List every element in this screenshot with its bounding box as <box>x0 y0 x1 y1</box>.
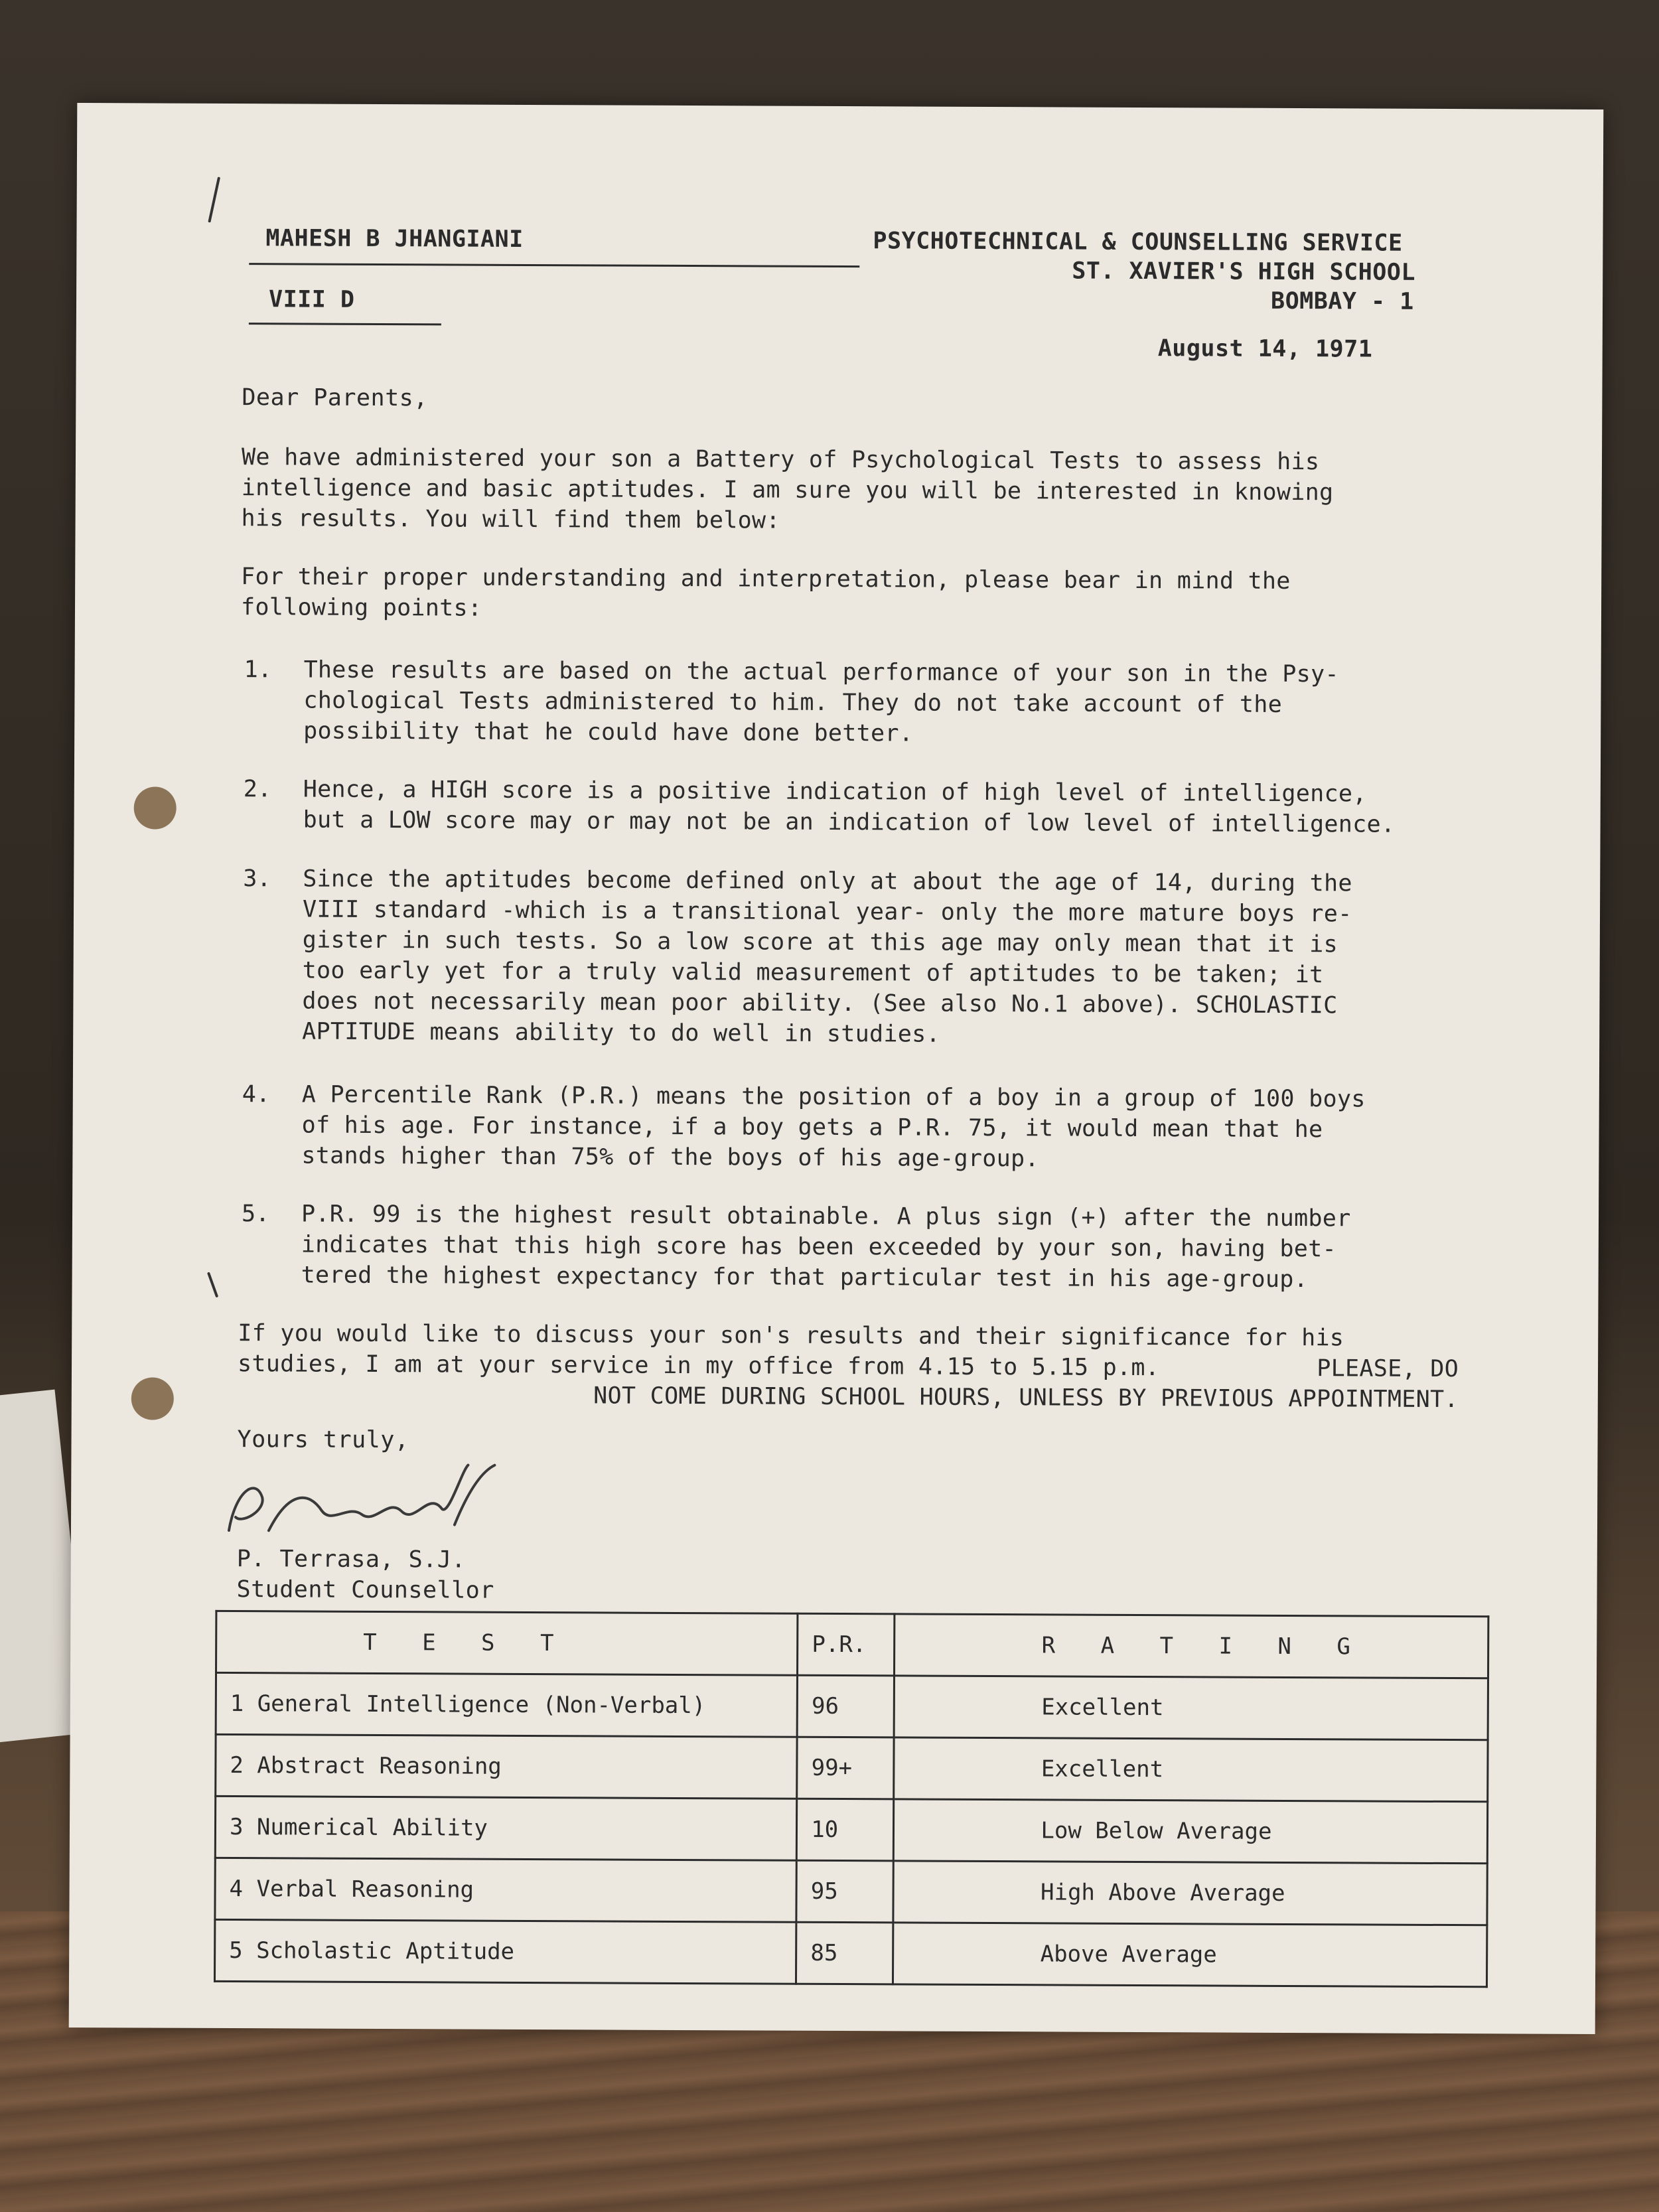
test-pr: 10 <box>797 1799 895 1861</box>
org-name: PSYCHOTECHNICAL & COUNSELLING SERVICE <box>873 228 1403 257</box>
handwritten-signature <box>216 1451 535 1552</box>
results-table <box>214 1610 1489 1988</box>
test-rating: Excellent <box>894 1737 1488 1802</box>
test-pr: 99+ <box>797 1737 895 1799</box>
test-name: 4 Verbal Reasoning <box>215 1858 797 1922</box>
table-row <box>215 1858 1487 1925</box>
punch-hole <box>134 786 177 829</box>
header-pr: P.R. <box>798 1613 895 1676</box>
point-number: 2. <box>243 776 272 803</box>
school-city: BOMBAY - 1 <box>1270 287 1414 315</box>
salutation: Dear Parents, <box>242 384 428 412</box>
test-name: 5 Scholastic Aptitude <box>214 1919 796 1984</box>
test-rating: Low Below Average <box>894 1799 1488 1864</box>
letter-date: August 14, 1971 <box>1157 335 1373 363</box>
signer-title: Student Counsellor <box>236 1576 494 1604</box>
test-rating: Above Average <box>893 1923 1487 1987</box>
point-number: 1. <box>244 656 272 684</box>
table-row <box>215 1796 1487 1863</box>
letter-page <box>69 103 1604 2034</box>
test-name: 3 Numerical Ability <box>215 1796 797 1860</box>
test-name: 2 Abstract Reasoning <box>216 1734 798 1799</box>
point-text: Hence, a HIGH score is a positive indication of high level of intelligence, but a LOW score may or may not be an indication of low level of intelligence. <box>303 776 1396 838</box>
class-underline <box>249 323 441 325</box>
table-header-row <box>216 1611 1488 1678</box>
name-underline <box>249 263 859 267</box>
test-rating: Excellent <box>895 1676 1488 1740</box>
table-row <box>216 1734 1488 1801</box>
test-pr: 95 <box>796 1860 894 1923</box>
points-intro: For their proper understanding and interpretation, please bear in mind the following points: <box>240 563 1291 622</box>
point-number: 5. <box>241 1201 270 1228</box>
point-number: 3. <box>243 865 271 893</box>
punch-hole <box>131 1377 174 1420</box>
closing-notice: PLEASE, DO NOT COME DURING SCHOOL HOURS, UNLESS BY PREVIOUS APPOINTMENT. <box>593 1355 1459 1414</box>
test-rating: High Above Average <box>893 1861 1487 1925</box>
header-rating: R A T I N G <box>895 1614 1488 1678</box>
signer-name: P. Terrasa, S.J. <box>236 1546 467 1574</box>
sign-off: Yours truly, <box>237 1426 409 1454</box>
closing-paragraph: If you would like to discuss your son's results and their significance for his studies, I am at your service in my office from 4.15 to 5.15 p.m. <box>237 1320 1344 1382</box>
table-row <box>214 1919 1486 1986</box>
intro-paragraph: We have administered your son a Battery of Psychological Tests to assess his intelligence and basic aptitudes. I am sure you will be interested in knowing his results. You will find them below: <box>241 444 1334 534</box>
point-text: These results are based on the actual performance of your son in the Psy- chological Tests administered to him. They do not take account of the possibility that he could have done better. <box>303 656 1339 747</box>
point-number: 4. <box>242 1081 271 1108</box>
test-pr: 96 <box>797 1675 895 1737</box>
point-text: A Percentile Rank (P.R.) means the position of a boy in a group of 100 boys of his age. For instance, if a boy gets a P.R. 75, it would mean that he stands higher than 75% of the boys of his age-group. <box>301 1081 1366 1173</box>
test-pr: 85 <box>796 1922 894 1984</box>
header-test: T E S T <box>216 1611 798 1675</box>
point-text: P.R. 99 is the highest result obtainable. A plus sign (+) after the number indicates that this high score has been exceeded by your son, having bet- tered the highest expectancy for that particular test in his age-group. <box>301 1201 1351 1293</box>
school-name: ST. XAVIER'S HIGH SCHOOL <box>1072 258 1416 286</box>
pencil-mark <box>208 177 220 222</box>
student-class: VIII D <box>268 286 355 313</box>
test-name: 1 General Intelligence (Non-Verbal) <box>216 1672 798 1737</box>
student-name: MAHESH B JHANGIANI <box>265 225 524 253</box>
point-text: Since the aptitudes become defined only at about the age of 14, during the VIII standard -which is a transitional year- only the more mature boys re- gister in such tests. So a low score at this age may only mean that it is too early yet for a truly valid measurement of aptitudes to be taken; it does not necessarily mean poor ability. (See also No.1 above). SCHOLASTIC APTITUDE means ability to do well in studies. <box>302 865 1352 1048</box>
table-row <box>216 1672 1488 1739</box>
pencil-mark <box>207 1272 218 1297</box>
